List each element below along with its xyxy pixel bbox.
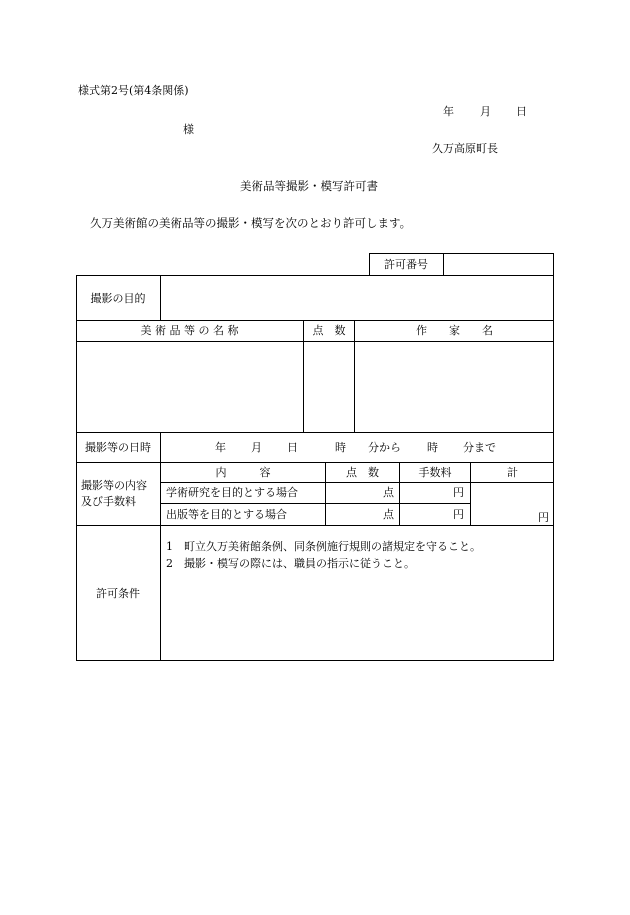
count-header: 点 数 [312, 324, 346, 337]
datetime-label: 撮影等の日時 [85, 440, 151, 454]
datetime-hour2: 時 [427, 441, 438, 454]
datetime-from: 分から [368, 441, 401, 454]
count-header-2: 点 数 [346, 465, 379, 479]
artwork-name-header: 美 術 品 等 の 名 称 [140, 324, 239, 337]
date-day: 日 [516, 105, 527, 118]
content-header: 内 容 [215, 465, 271, 479]
academic-fee-field[interactable] [400, 483, 450, 503]
fee-header: 手数料 [418, 465, 452, 479]
content-row-publication: 出版等を目的とする場合 [166, 507, 287, 521]
academic-fee-unit: 円 [453, 486, 464, 499]
condition-2: 2 撮影・模写の際には、職員の指示に従うこと。 [166, 557, 415, 570]
datetime-year: 年 [215, 441, 226, 454]
total-header: 計 [507, 465, 518, 479]
purpose-label: 撮影の目的 [90, 291, 146, 305]
document-title: 美術品等撮影・模写許可書 [240, 179, 378, 193]
datetime-day: 日 [287, 441, 298, 454]
total-fee-field[interactable] [471, 483, 531, 525]
content-fee-label-line1: 撮影等の内容 [81, 479, 147, 492]
artwork-name-field[interactable] [77, 342, 303, 431]
publication-count-unit: 点 [383, 508, 394, 521]
publication-count-field[interactable] [326, 504, 381, 525]
content-fee-label-line2: 及び手数料 [81, 495, 136, 508]
issuer: 久万高原町長 [432, 142, 498, 155]
addressee-suffix: 様 [183, 123, 194, 136]
condition-1: 1 町立久万美術館条例、同条例施行規則の諸規定を守ること。 [166, 540, 481, 553]
publication-fee-field[interactable] [400, 504, 450, 525]
form-number: 様式第2号(第4条関係) [78, 84, 189, 97]
permit-number-value[interactable] [444, 253, 553, 276]
content-row-academic: 学術研究を目的とする場合 [166, 486, 298, 499]
datetime-until: 分まで [463, 441, 496, 454]
datetime-hour: 時 [335, 441, 346, 454]
artist-header: 作 家 名 [416, 324, 493, 337]
purpose-field[interactable] [161, 276, 553, 320]
permit-number-label: 許可番号 [384, 258, 428, 271]
academic-count-field[interactable] [326, 483, 381, 503]
intro-text: 久万美術館の美術品等の撮影・模写を次のとおり許可します。 [90, 216, 412, 230]
conditions-label: 許可条件 [96, 586, 140, 600]
date-month: 月 [480, 105, 491, 118]
artwork-count-field[interactable] [304, 342, 354, 431]
total-fee-unit: 円 [538, 511, 549, 524]
datetime-month: 月 [251, 441, 262, 454]
date-year: 年 [443, 105, 454, 118]
artist-name-field[interactable] [355, 342, 553, 431]
academic-count-unit: 点 [383, 486, 394, 499]
publication-fee-unit: 円 [453, 508, 464, 521]
